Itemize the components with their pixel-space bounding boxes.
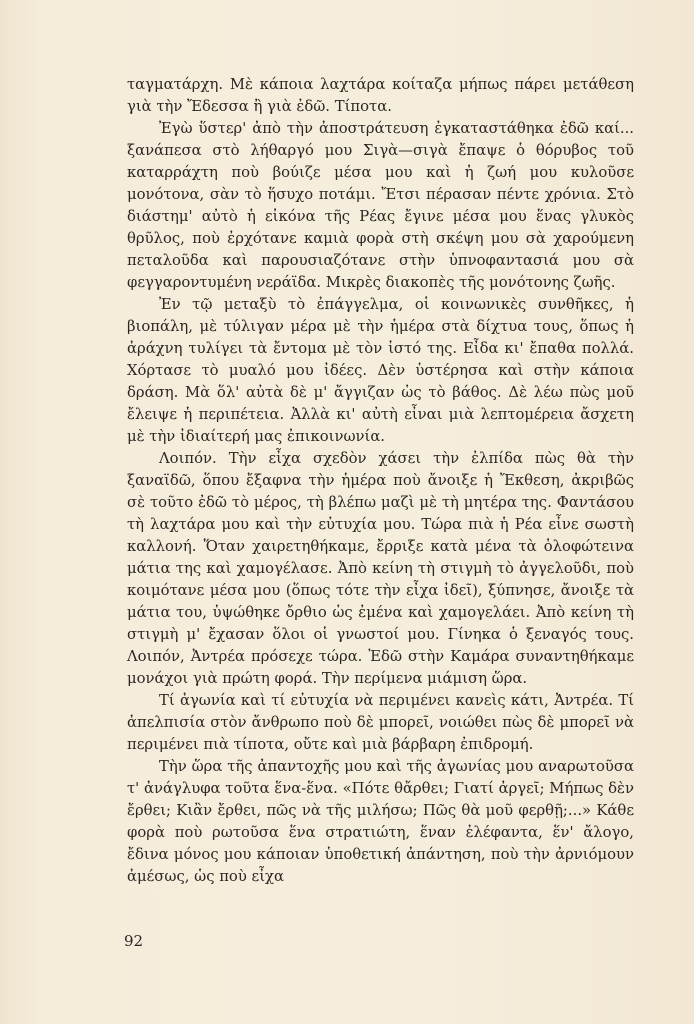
paragraph-1: ταγματάρχη. Μὲ κάποια λαχτάρα κοίταζα μήπως πάρει μετάθεση γιὰ τὴν Ἔδεσσα ἢ γιὰ ἐδῶ. Τίποτα. — [127, 76, 634, 115]
paragraph-6: Τὴν ὥρα τῆς ἀπαντοχῆς μου καὶ τῆς ἀγωνίας μου αναρωτοῦσα τ' ἀνάγλυφα τοῦτα ἕνα-ἕνα. «Πότε θἄρθει; Γιατί ἀργεῖ; Μήπως δὲν ἔρθει; Κιἂν ἔρθει, πῶς νὰ τῆς μιλήσω; Πῶς θὰ μοῦ φερθῇ;...» Κάθε φορὰ ποὺ ρωτοῦσα ἕνα στρατιώτη, ἕναν ἐλέφαντα, ἕν' ἄλογο, ἔδινα μόνος μου κάποιαν ὑποθετική ἀπάντηση, ποὺ τὴν ἀρνιόμουν ἀμέσως, ὡς ποὺ εἶχα — [127, 758, 634, 885]
paragraph-3: Ἐν τῷ μεταξὺ τὸ ἐπάγγελμα, οἱ κοινωνικὲς συνθῆκες, ἡ βιοπάλη, μὲ τύλιγαν μέρα μὲ τὴν ἡμέρα στὰ δίχτυα τους, ὅπως ἡ ἀράχνη τυλίγει τὰ ἔντομα μὲ τὸν ἱστό της. Εἶδα κι' ἔπαθα πολλά. Χόρτασε τὸ μυαλό μου ἰδέες. Δὲν ὑστέρησα καὶ στὴν κάποια δράση. Μὰ ὅλ' αὐτὰ δὲ μ' ἄγγιζαν ὡς τὸ βάθος. Δὲ λέω πὼς μοῦ ἔλειψε ἡ περιπέτεια. Ἀλλὰ κι' αὐτὴ εἶναι μιὰ λεπτομέρεια ἄσχετη μὲ τὴν ἰδιαίτερή μας ἐπικοινωνία. — [127, 296, 634, 445]
page-number: 92 — [124, 932, 144, 950]
paragraph-5: Τί ἀγωνία καὶ τί εὐτυχία νὰ περιμένει κανεὶς κάτι, Ἀντρέα. Τί ἀπελπισία στὸν ἄνθρωπο ποὺ δὲ μπορεῖ, νοιώθει πὼς δὲ μπορεῖ νὰ περιμένει πιὰ τίποτα, οὔτε καὶ μιὰ βάρβαρη ἐπιδρομή. — [127, 692, 634, 753]
paragraph-4: Λοιπόν. Τὴν εἶχα σχεδὸν χάσει τὴν ἐλπίδα πὼς θὰ τὴν ξαναϊδῶ, ὅπου ἔξαφνα τὴν ἡμέρα ποὺ ἄνοιξε ἡ Ἔκθεση, ἀκριβῶς σὲ τοῦτο ἐδῶ τὸ μέρος, τὴ βλέπω μαζὶ μὲ τὴ μητέρα της. Φαντάσου τὴ λαχτάρα μου καὶ τὴν εὐτυχία μου. Τώρα πιὰ ἡ Ρέα εἶνε σωστὴ καλλονή. Ὅταν χαιρετηθήκαμε, ἔρριξε κατὰ μένα τὰ ὁλοφώτεινα μάτια της καὶ χαμογέλασε. Ἀπὸ κείνη τὴ στιγμὴ τὸ ἀγγελοῦδι, ποὺ κοιμότανε μέσα μου (ὅπως τότε τὴν εἶχα ἰδεῖ), ξύπνησε, ἄνοιξε τὰ μάτια του, ὑψώθηκε ὄρθιο ὡς ἐμένα καὶ χαμογελάει. Ἀπὸ κείνη τὴ στιγμὴ μ' ἔχασαν ὅλοι οἱ γνωστοί μου. Γίνηκα ὁ ξεναγός τους. Λοιπόν, Ἀντρέα πρόσεχε τώρα. Ἐδῶ στὴν Καμάρα συναντηθήκαμε μονάχοι γιὰ πρώτη φορά. Τὴν περίμενα μιάμιση ὥρα. — [127, 450, 634, 687]
body-text — [127, 74, 634, 888]
paragraph-2: Ἐγὼ ὕστερ' ἀπὸ τὴν ἀποστράτευση ἐγκαταστάθηκα ἐδῶ καί... ξανάπεσα στὸ λήθαργό μου Σιγὰ—σιγὰ ἔπαψε ὁ θόρυβος τοῦ καταρράχτη ποὺ βούιζε μέσα μου καὶ ἡ ζωή μου κυλοῦσε μονότονα, σὰν τὸ ἥσυχο ποτάμι. Ἔτσι πέρασαν πέντε χρόνια. Στὸ διάστημ' αὐτὸ ἡ εἰκόνα τῆς Ρέας ἔγινε μέσα μου ἕνας γλυκὸς θρῦλος, ποὺ ἐρχότανε καμιὰ φορὰ στὴ σκέψη μου σὰ χαρούμενη πεταλοῦδα καὶ παρουσιαζότανε στὴν ὑπνοφαντασιά μου σὰ φεγγαροντυμένη νεράϊδα. Μικρὲς διακοπὲς τῆς μονότονης ζωῆς. — [127, 120, 634, 291]
